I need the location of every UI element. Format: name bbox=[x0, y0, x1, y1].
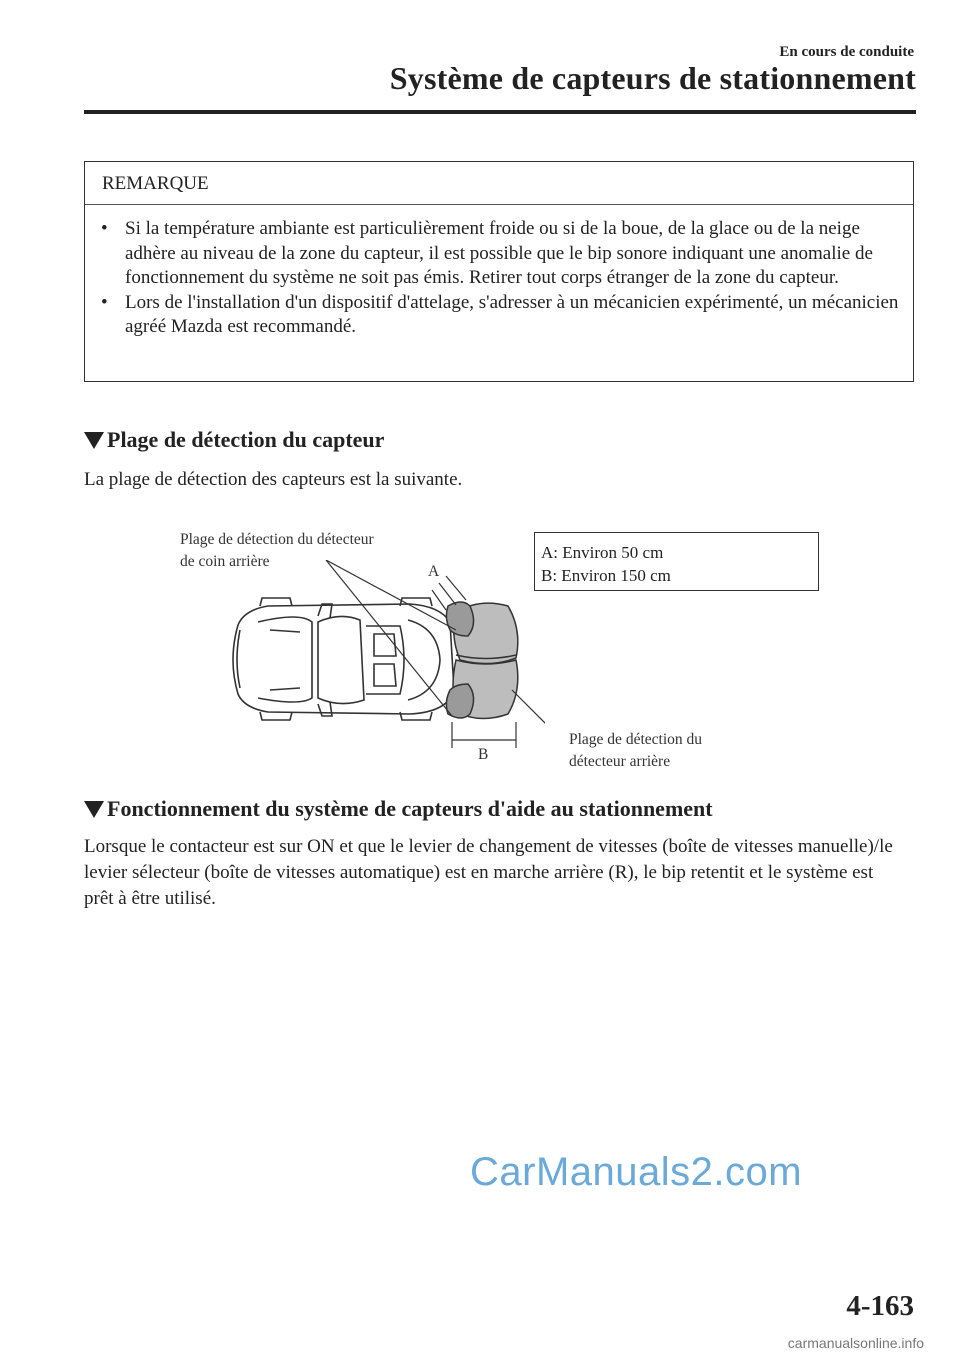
rear-sensor-label-line1: Plage de détection du bbox=[569, 731, 702, 748]
sensor-range-diagram bbox=[215, 560, 545, 760]
corner-sensor-label-line1: Plage de détection du détecteur bbox=[180, 531, 374, 548]
page-number: 4-163 bbox=[846, 1290, 914, 1322]
bullet-icon: • bbox=[101, 218, 108, 239]
triangle-down-icon bbox=[84, 432, 104, 449]
car-illustration bbox=[233, 598, 454, 720]
legend-b: B: Environ 150 cm bbox=[541, 566, 671, 585]
note-item bbox=[101, 217, 901, 291]
note-item-text: Si la température ambiante est particulièrement froide ou si de la boue, de la glace ou de la neige adhère au niveau de la zone du capteur, il est possible que le bip sonore indiquant une anomalie de fonctionnement du système ne soit pas émis. Retirer tout corps étranger de la zone du capteur. bbox=[125, 218, 873, 288]
dimension-b-label: B bbox=[478, 746, 489, 763]
note-item bbox=[101, 291, 901, 340]
section-header: En cours de conduite bbox=[779, 44, 914, 60]
section-heading-operation bbox=[84, 796, 713, 822]
legend-a: A: Environ 50 cm bbox=[541, 543, 664, 562]
note-list bbox=[101, 217, 901, 340]
watermark-logo: CarManuals2.com bbox=[470, 1150, 803, 1194]
section-text-operation: Lorsque le contacteur est sur ON et que le levier de changement de vitesses (boîte de vitesses manuelle)/le levier sélecteur (boîte de vitesses automatique) est en marche arrière (R), le bip retentit et le système est prêt à être utilisé. bbox=[84, 836, 893, 909]
section-heading-text: Plage de détection du capteur bbox=[107, 427, 385, 452]
corner-sensor-label-line2: de coin arrière bbox=[180, 553, 270, 570]
note-title: REMARQUE bbox=[102, 173, 209, 194]
section-heading-text: Fonctionnement du système de capteurs d'aide au stationnement bbox=[107, 796, 713, 821]
rear-sensor-label-line2: détecteur arrière bbox=[569, 753, 671, 770]
dimension-a-label: A bbox=[428, 563, 440, 580]
triangle-down-icon bbox=[84, 801, 104, 818]
footer-url: carmanualsonline.info bbox=[787, 1335, 924, 1351]
note-item-text: Lors de l'installation d'un dispositif d'attelage, s'adresser à un mécanicien expérimenté, un mécanicien agréé Mazda est recommandé. bbox=[125, 291, 899, 337]
header-divider bbox=[84, 110, 916, 114]
bullet-icon: • bbox=[101, 291, 108, 313]
section-text-detection-range: La plage de détection des capteurs est la suivante. bbox=[84, 469, 463, 490]
dimension-legend bbox=[534, 532, 819, 591]
note-box bbox=[84, 161, 914, 382]
page-title: Système de capteurs de stationnement bbox=[389, 60, 916, 96]
section-heading-detection-range bbox=[84, 427, 384, 453]
note-divider bbox=[85, 204, 913, 205]
